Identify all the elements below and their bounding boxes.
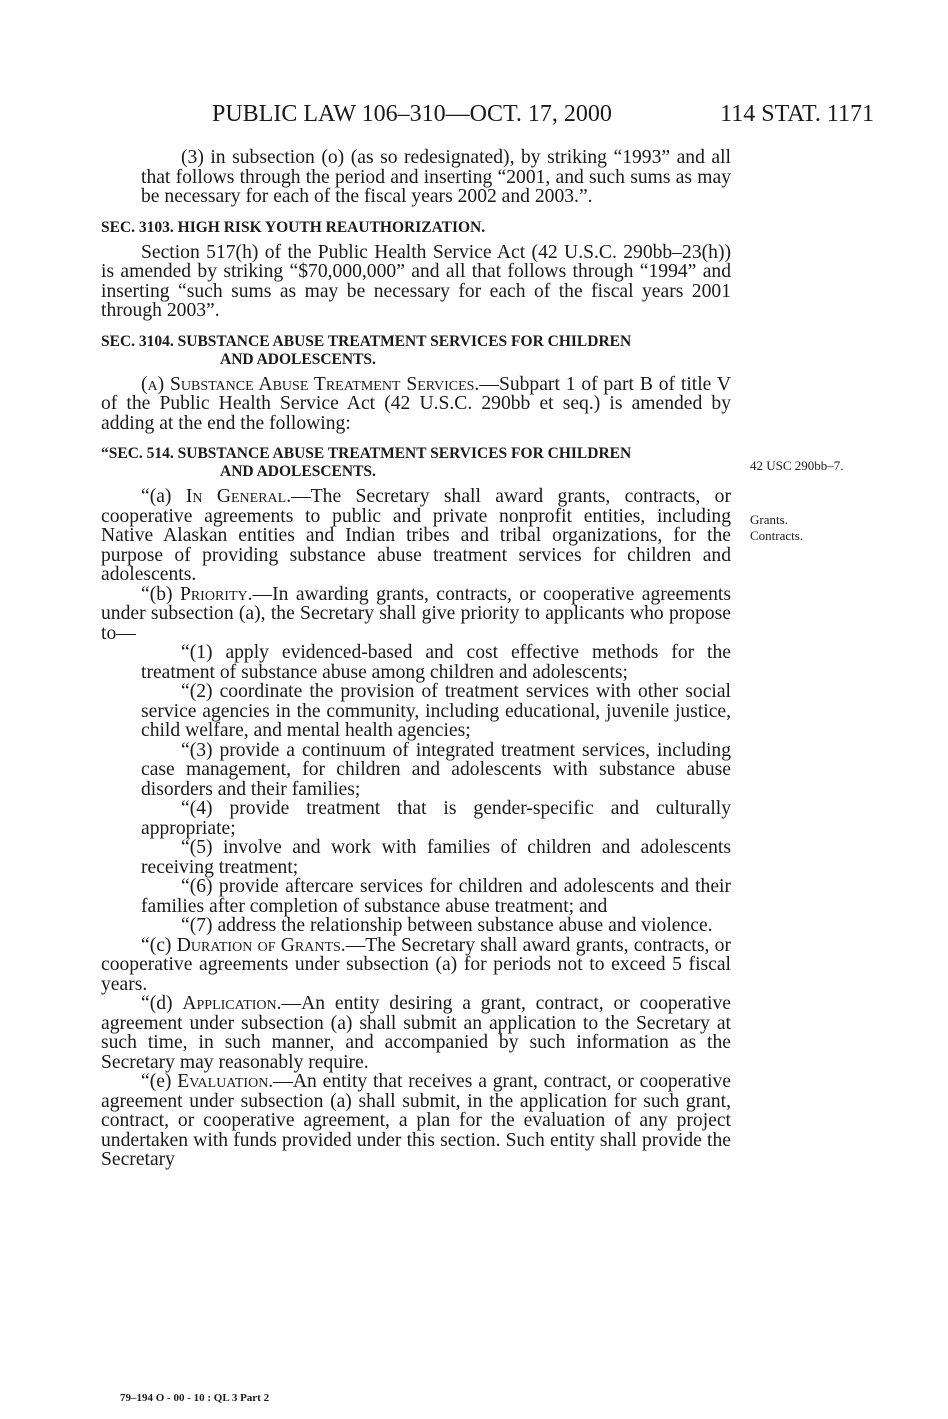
section-3104-heading-line1: SEC. 3104. SUBSTANCE ABUSE TREATMENT SERVICES FOR CHILDREN: [101, 332, 632, 350]
priority-item-2: “(2) coordinate the provision of treatment services with other social service agencies in the community, including educational, juvenile justice, child welfare, and mental health agencies;: [141, 681, 731, 741]
application-text: —An entity desiring a grant, contract, or cooperative agreement under subsection (a) shall submit an application to the Secretary at such time, in such manner, and accompanied by such information as the Secretary may reasonably require.: [101, 993, 731, 1073]
margin-note-contracts: Contracts.: [750, 528, 804, 543]
section-3104-heading: [101, 333, 731, 369]
section-514-subsection-b: [101, 585, 731, 644]
in-general-text: —The Secretary shall award grants, contracts, or cooperative agreements to public and private nonprofit entities, including Native Alaskan entities and Indian tribes and tribal organizations, for the purpose of providing substance abuse treatment services for children and adolescents.: [101, 486, 731, 585]
duration-label: Duration of Grants.: [176, 934, 346, 956]
public-law-citation: PUBLIC LAW 106–310—OCT. 17, 2000: [212, 101, 612, 127]
in-general-label: In General.: [185, 486, 292, 507]
print-job-footer: 79–194 O - 00 - 10 : QL 3 Part 2: [120, 1392, 270, 1404]
subsection-b-open: “(b): [141, 583, 180, 605]
subsection-a-text: —Subpart 1 of part B of title V of the Public Health Service Act (42 U.S.C. 290bb et seq.) is amended by adding at the end the following:: [101, 373, 732, 434]
section-514-subsection-c: [101, 936, 731, 995]
evaluation-text: —An entity that receives a grant, contract, or cooperative agreement under subsection (a) shall submit, in the application for such grant, contract, or cooperative agreement, a plan for the evaluation of any project undertaken with funds provided under this section. Such entity shall provide the Secretary: [101, 1071, 732, 1170]
margin-note-grants: Grants.: [750, 512, 788, 527]
section-514-subsection-e: [101, 1072, 731, 1170]
priority-item-7: “(7) address the relationship between substance abuse and violence.: [181, 915, 713, 936]
subsection-a-open: “(a): [141, 486, 186, 507]
section-514-subsection-d: [101, 994, 731, 1072]
section-3103-heading: SEC. 3103. HIGH RISK YOUTH REAUTHORIZATION.: [101, 218, 486, 236]
section-514-heading: [101, 445, 731, 481]
subsection-d-open: “(d): [141, 993, 183, 1014]
priority-text: —In awarding grants, contracts, or cooperative agreements under subsection (a), the Secretary shall give priority to applicants who propose to—: [101, 583, 731, 644]
priority-item-6: “(6) provide aftercare services for children and adolescents and their families after completion of substance abuse treatment; and: [141, 876, 731, 917]
subsection-a-label: (a) Substance Abuse Treatment Services.: [141, 373, 480, 395]
duration-text: —The Secretary shall award grants, contracts, or cooperative agreements under subsection (a) for periods not to exceed 5 fiscal years.: [101, 934, 731, 995]
section-514-heading-line1: “SEC. 514. SUBSTANCE ABUSE TREATMENT SERVICES FOR CHILDREN: [101, 445, 632, 462]
paragraph-subsection-3: (3) in subsection (o) (as so redesignated), by striking “1993” and all that follows through the period and inserting “2001, and such sums as may be necessary for each of the fiscal years 2002 and 2003.”.: [141, 147, 731, 207]
document-body: [101, 148, 731, 1170]
evaluation-label: Evaluation.: [177, 1071, 274, 1092]
priority-item-1: “(1) apply evidenced-based and cost effective methods for the treatment of substance abuse among children and adolescents;: [141, 642, 731, 683]
section-3104-subsection-a: [101, 375, 731, 434]
application-label: Application.: [182, 993, 282, 1014]
running-head: [212, 100, 874, 128]
margin-note-usc: 42 USC 290bb–7.: [750, 458, 844, 473]
subsection-c-open: “(c): [141, 934, 177, 956]
priority-item-5: “(5) involve and work with families of children and adolescents receiving treatment;: [141, 837, 731, 878]
section-514-heading-line2: AND ADOLESCENTS.: [220, 463, 376, 480]
section-3103-text: Section 517(h) of the Public Health Service Act (42 U.S.C. 290bb–23(h)) is amended by striking “$70,000,000” and all that follows through “1994” and inserting “such sums as may be necessary for each of the fiscal years 2001 through 2003”.: [101, 241, 731, 321]
section-3104-heading-line2: AND ADOLESCENTS.: [220, 350, 376, 368]
priority-label: Priority.: [179, 583, 253, 605]
priority-item-3: “(3) provide a continuum of integrated treatment services, including case management, for children and adolescents with substance abuse disorders and their families;: [141, 739, 731, 800]
section-514-subsection-a: [101, 487, 731, 585]
subsection-e-open: “(e): [141, 1071, 178, 1092]
statute-page-number: 114 STAT. 1171: [720, 101, 874, 127]
priority-item-4: “(4) provide treatment that is gender-specific and culturally appropriate;: [141, 798, 731, 839]
